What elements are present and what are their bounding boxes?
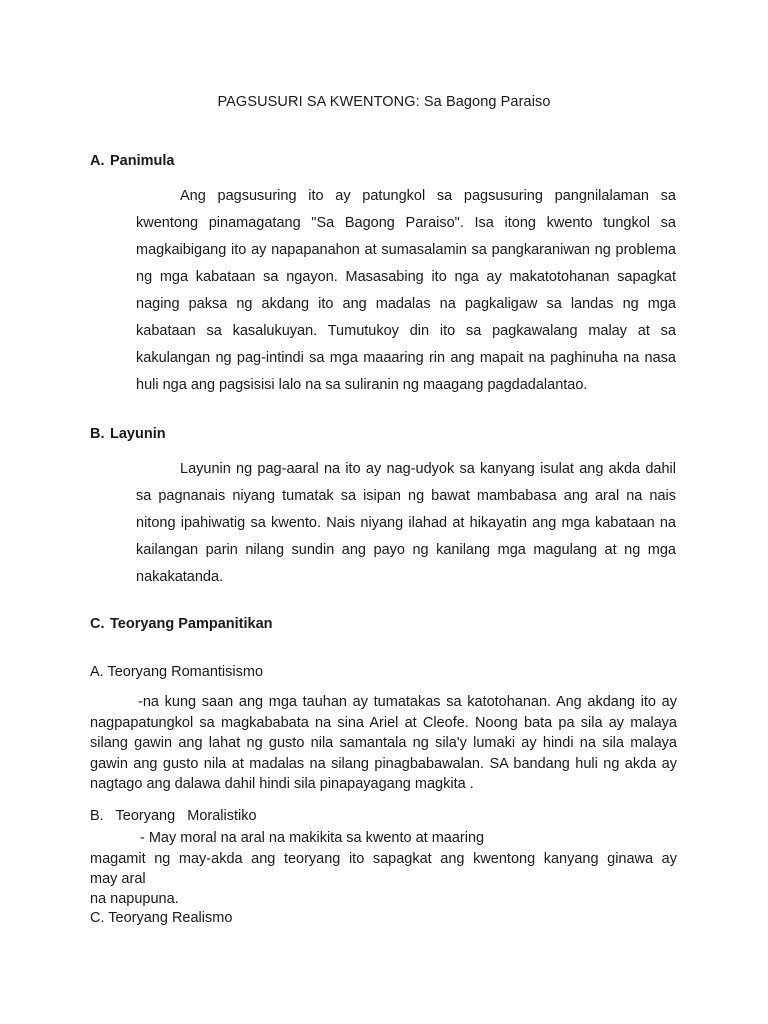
theory-label-romantisismo: A. Teoryang Romantisismo <box>90 664 264 680</box>
theory-label-realismo: C. Teoryang Realismo <box>90 910 233 926</box>
romantisismo-paragraph: -na kung saan ang mga tauhan ay tumatakas sa katotohanan. Ang akdang ito ay nagpapatungkol sa magkababata na sina Ariel at Cleofe. Noong bata pa sila ay malaya silang gawin ang lahat ng gusto nila samantala ng sila'y lumaki ay hindi na sila malaya gawin ang gusto nila at madalas na silang pinagbabawalan. SA bandang huli ng akda ay nagtago ang dalawa dahil hindi sila pinapayagang magkita . <box>90 694 677 792</box>
document-title: PAGSUSURI SA KWENTONG: Sa Bagong Paraiso <box>217 94 551 110</box>
section-letter: A. <box>90 153 105 169</box>
section-letter: B. <box>90 426 105 442</box>
section-heading-panimula <box>90 153 174 169</box>
section-heading-layunin <box>90 426 166 442</box>
moralistiko-line-3: may aral <box>90 871 146 887</box>
layunin-paragraph: Layunin ng pag-aaral na ito ay nag-udyok sa kanyang isulat ang akda dahil sa pagnanais niyang tumatak sa isipan ng bawat mambabasa ang aral na nais nitong ipahiwatig sa kwento. Nais niyang ilahad at hikayatin ang mga kabataan na kailangan parin nilang sundin ang payo ng kanilang mga magulang at ng mga nakakatanda. <box>136 461 676 585</box>
section-heading-teoryang-pampanitikan <box>90 616 273 632</box>
section-title: Panimula <box>110 153 175 169</box>
section-letter: C. <box>90 616 105 632</box>
section-title: Layunin <box>110 426 166 442</box>
section-title: Teoryang Pampanitikan <box>110 616 273 632</box>
moralistiko-line-4: na napupuna. <box>90 891 179 907</box>
moralistiko-line-2: magamit ng may-akda ang teoryang ito sapagkat ang kwentong kanyang ginawa ay <box>90 851 677 867</box>
moralistiko-line-1: - May moral na aral na makikita sa kwento at maaring <box>140 830 485 846</box>
theory-label-moralistiko: B. Teoryang Moralistiko <box>90 808 257 824</box>
panimula-paragraph: Ang pagsusuring ito ay patungkol sa pagsusuring pangnilalaman sa kwentong pinamagatang "Sa Bagong Paraiso". Isa itong kwento tungkol sa magkaibigang ito ay napapanahon at sumasalamin sa pangkaraniwan ng problema ng mga kabataan sa ngayon. Masasabing ito nga ay makatotohanan sapagkat naging paksa ng akdang ito ang madalas na pagkaligaw sa landas ng mga kabataan sa kasalukuyan. Tumutukoy din ito sa pagkawalang malay at sa kakulangan ng pag-intindi sa mga maaaring rin ang mapait na paghinuha na nasa huli nga ang pagsisisi lalo na sa suliranin ng maagang pagdadalantao. <box>136 188 676 393</box>
